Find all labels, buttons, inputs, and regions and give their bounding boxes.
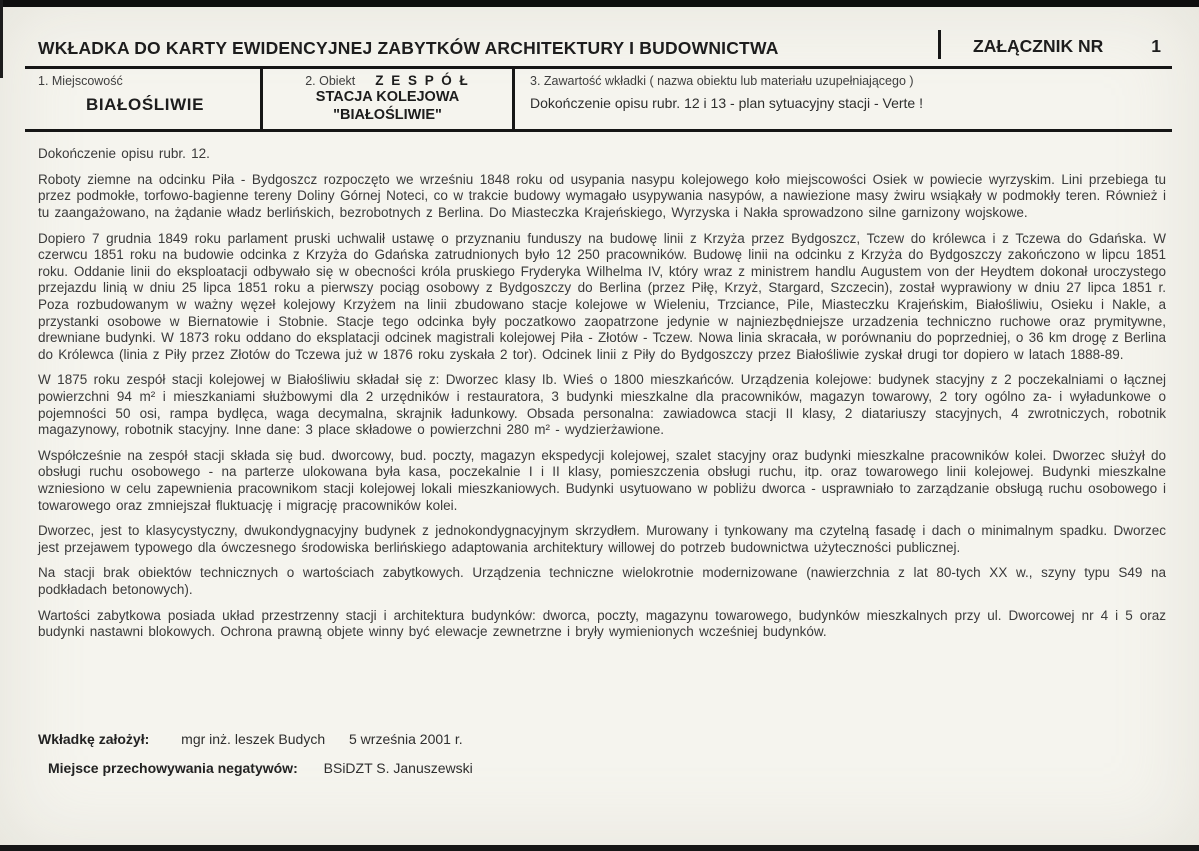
paragraph-line-construction: Dopiero 7 grudnia 1849 roku parlament pruski uchwalił ustawę o przyznaniu funduszy na budowę linii z Krzyża przez Bydgoszcz, Tczew do królewca i z Tczewa do Gdańska. W czerwcu 1851 roku na budowie odcinka z Krzyża do Gdańska zatrudnionych było 12 250 pracowników. Budowę linii na odcinku z Krzyża do Bydgoszczy zakończono w lipcu 1851 roku. Oddanie linii do eksploatacji odbywało się w obecności króla pruskiego Fryderyka Wilhelma IV, który wraz z ministrem handlu Augustem von der Heydtem dokonał uroczystego przejazdu linią w dniu 25 lipca 1851 roku a pierwszy pociąg osobowy z Bydgoszczy do Berlina (przez Piłę, Krzyż, Stargard, Szczecin), został wyprawiony w dniu 27 lipca 1851 r. Poza rozbudowanym w ważny węzeł kolejowy Krzyżem na linii zbudowano stacje kolejowe w Wieleniu, Trzciance, Pile, Miasteczku Krajeńskim, Białośliwiu, Osieku i Nakle, a przystanki osobowe w Biernatowie i Stobnie. Stacje tego odcinka były poczatkowo zaopatrzone jedynie w najniezbędniejsze urzadzenia techniczno ruchowe oraz prymitywne, drewniane budynki. W 1873 roku oddano do eksplatacji odcinek magistrali kolejowej Piła - Złotów - Tczew. Nowa linia skracała, w porównaniu do poprzedniej, o 36 km drogę z Berlina do Królewca (linia z Piły przez Złotów do Tczewa już w 1876 roku zyskała 2 tor). Odcinek linii z Piły do Bydgoszczy przez Białośliwie zyskał drugi tor dopiero w latach 1888-89. (38, 230, 1166, 362)
footer-negatives-line (48, 760, 473, 776)
field-locality-label: 1. Miejscowość (38, 74, 123, 88)
paragraph-station-architecture: Dworzec, jest to klasycystyczny, dwukondygnacyjny budynek z jednokondygnacyjnym skrzydłem. Murowany i tynkowany ma czytelną fasadę i dach o minimalnym spadku. Dworzec jest przejawem typowego dla ówczesnego środowiska berlińskiego adaptowania architektury willowej do potrzeb budownictwa użyteczności publicznej. (38, 523, 1166, 555)
created-by-label: Wkładkę założył: (38, 731, 150, 747)
field-object-value-line2: STACJA KOLEJOWA (315, 89, 460, 105)
field-contents-label: 3. Zawartość wkładki ( nazwa obiektu lub materiału uzupełniającego ) (530, 74, 914, 88)
field-object-value-line3: "BIAŁOŚLIWIE" (333, 107, 442, 124)
scan-edge-left (0, 0, 3, 78)
description-body (0, 132, 1199, 640)
field-locality (25, 69, 263, 129)
attachment-box (938, 30, 1171, 59)
card-footer (38, 731, 473, 776)
negatives-value: BSiDZT S. Januszewski (323, 760, 473, 776)
paragraph-station-today: Współcześnie na zespół stacji składa się bud. dworcowy, bud. poczty, magazyn ekspedycji kolejowej, szalet stacyjny oraz budynki mieszkalne pracowników kolei. Dworzec służył do obsługi ruchu osobowego - na parterze ulokowana była kasa, poczekalnie I i II klasy, pomieszczenia obsługi ruchu, itp. oraz towarowego linii kolejowej. Budynki mieszkalne wzniesiono w celu zapewnienia pracownikom stacji kolejowej lokali mieszkaniowych. Budynki usytuowano w pobliżu dworca - usprawniało to zarządzanie obsługą ruchu osobowego i towarowego oraz zmniejszał fluktuację i migrację pracowników kolei. (38, 447, 1166, 513)
card-header (0, 0, 1199, 66)
paragraph-heritage-values: Wartości zabytkowa posiada układ przestrzenny stacji i architektura budynków: dworca, poczty, magazynu towarowego, budynków mieszkalnych przy ul. Dworcowej nr 4 i 5 oraz budynki nastawni blokowych. Ochrona prawną objete winny być elewacje zewnetrzne i bryły wymienionych wcześniej budynków. (38, 607, 1166, 640)
paragraph-station-1875: W 1875 roku zespół stacji kolejowej w Białośliwiu składał się z: Dworzec klasy Ib. Wieś o 1800 mieszkańców. Urządzenia kolejowe: budynek stacyjny z 2 poczekalniami o łącznej powierzchni 94 m² i mieszkaniami służbowymi dla 2 urzędników i restauratora, 3 budynki mieszkalne dla pracowników, magazyn towarowy, 2 tory ogólno za- i wyładunkowe o pojemności 50 osi, rampa bydlęca, waga decymalna, skrajnik ładunkowy. Obsada personalna: zawiadowca stacji II klasy, 2 diatariuszy stacyjnych, 4 zwrotniczych, robotnik magazynowy, robotnik stacyjny. Inne dane: 3 place składowe o powierzchni 280 m² - wydzierżawione. (38, 372, 1166, 438)
attachment-number: 1 (1151, 36, 1161, 56)
negatives-label: Miejsce przechowywania negatywów: (48, 760, 298, 776)
field-contents-value: Dokończenie opisu rubr. 12 i 13 - plan sytuacyjny stacji - Verte ! (530, 95, 923, 111)
created-date: 5 września 2001 r. (349, 731, 463, 747)
paragraph-earthworks: Roboty ziemne na odcinku Piła - Bydgoszcz rozpoczęto we wrześniu 1848 roku od usypania nasypu kolejowego koło miejscowości Osiek w powiecie wyrzyskim. Lini przebiega tu przez podmokłe, torfowo-bagienne tereny Doliny Górnej Noteci, co w trakcie budowy wymagało usypywania nasypów, a nawiezione masy żwiru wsiąkały w podmokły teren. Również i tu zaangażowano, na żądanie władz berlińskich, bezrobotnych z Berlina. Do Miasteczka Krajeńskiego, Wyrzyska i Nakła sprowadzono silne garnizony wojskowe. (38, 171, 1166, 221)
field-contents (515, 69, 1172, 129)
page-title: WKŁADKA DO KARTY EWIDENCYJNEJ ZABYTKÓW ARCHITEKTURY I BUDOWNICTWA (38, 38, 779, 58)
fields-table (25, 66, 1172, 132)
paragraph-technical-objects: Na stacji brak obiektów technicznych o wartościach zabytkowych. Urządzenia techniczne wielokrotnie modernizowane (nawierzchnia z lat 80-tych XX w., szyny typu S49 na podkładach betonowych). (38, 565, 1166, 597)
field-object-header (267, 73, 508, 88)
attachment-label: ZAŁĄCZNIK NR (973, 36, 1104, 56)
scan-edge-bottom (0, 845, 1199, 851)
field-object-label: 2. Obiekt (305, 74, 356, 88)
created-by-value: mgr inż. leszek Budych (181, 731, 326, 747)
scan-edge-top (0, 0, 1199, 7)
footer-created-line (38, 731, 473, 747)
field-locality-value: BIAŁOŚLIWIE (85, 95, 205, 114)
field-object (263, 69, 515, 129)
body-heading: Dokończenie opisu rubr. 12. (38, 146, 210, 162)
field-object-value-line1: Z E S P Ó Ł (375, 73, 470, 88)
